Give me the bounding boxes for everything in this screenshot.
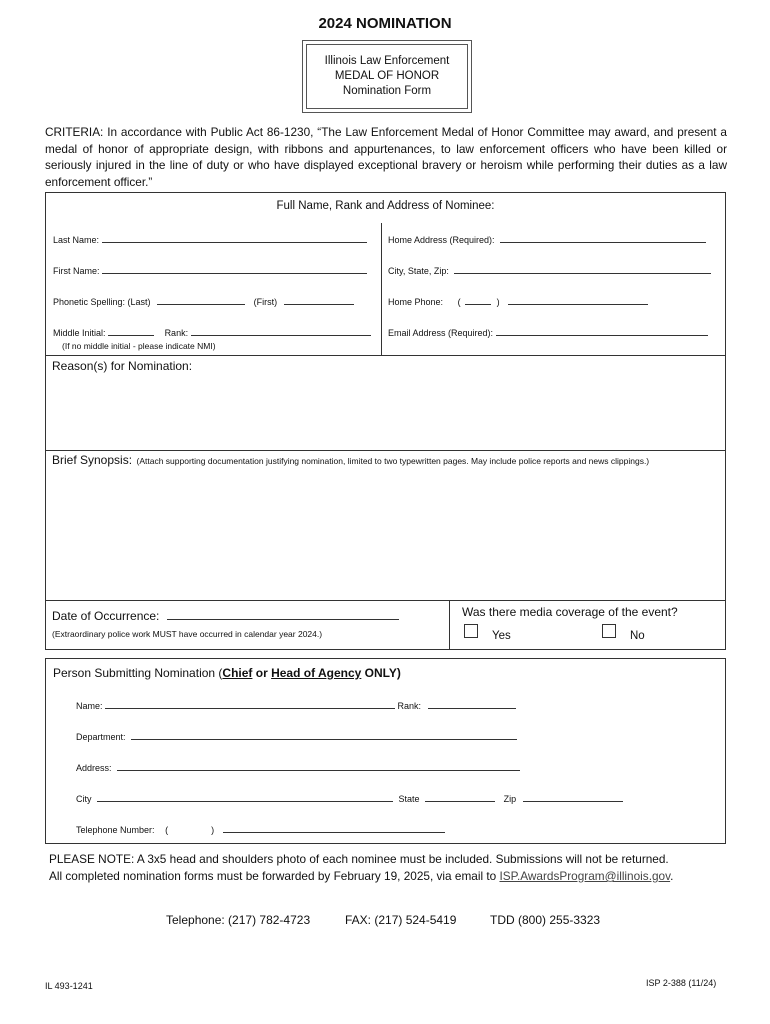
middle-rank-row bbox=[53, 326, 371, 338]
last-name-label: Last Name: bbox=[53, 235, 100, 245]
email-row bbox=[388, 326, 708, 338]
please-note-line1: PLEASE NOTE: A 3x5 head and shoulders photo of each nominee must be included. Submissions will not be returned. bbox=[49, 852, 669, 866]
submitter-department-row bbox=[76, 730, 517, 742]
media-no-checkbox[interactable] bbox=[602, 624, 616, 638]
email-field[interactable] bbox=[496, 326, 708, 336]
first-name-row bbox=[53, 264, 367, 276]
media-question: Was there media coverage of the event? bbox=[462, 605, 678, 619]
submitter-heading-or: or bbox=[252, 666, 272, 680]
home-phone-number-field[interactable] bbox=[508, 295, 648, 305]
occurrence-section bbox=[45, 600, 726, 650]
submitter-name-row bbox=[76, 699, 516, 711]
submitter-telephone-label: Telephone Number: bbox=[76, 825, 155, 835]
middle-initial-label: Middle Initial: bbox=[53, 328, 106, 338]
submitter-telephone-row bbox=[76, 823, 445, 835]
submitter-heading-agency: Head of Agency bbox=[271, 666, 362, 680]
contact-telephone: Telephone: (217) 782-4723 bbox=[166, 913, 311, 927]
title-box-line3: Nomination Form bbox=[342, 85, 432, 97]
home-phone-paren-close: ) bbox=[496, 297, 500, 307]
submitter-city-label: City bbox=[76, 794, 92, 804]
first-name-field[interactable] bbox=[102, 264, 367, 274]
city-state-zip-label: City, State, Zip: bbox=[388, 266, 449, 276]
submitter-department-field[interactable] bbox=[131, 730, 517, 740]
email-label: Email Address (Required): bbox=[388, 328, 494, 338]
occurrence-date-field[interactable] bbox=[167, 608, 399, 620]
occurrence-row bbox=[52, 608, 399, 623]
last-name-row bbox=[53, 233, 367, 245]
title-box-line2: MEDAL OF HONOR bbox=[334, 70, 440, 82]
last-name-field[interactable] bbox=[102, 233, 367, 243]
synopsis-note: (Attach supporting documentation justifying nomination, limited to two typewritten pages. May include police reports and news clippings.) bbox=[136, 456, 650, 466]
synopsis-section[interactable] bbox=[45, 450, 726, 601]
submitter-tel-number-field[interactable] bbox=[223, 823, 445, 833]
reasons-label: Reason(s) for Nomination: bbox=[52, 359, 193, 373]
phonetic-row bbox=[53, 295, 354, 307]
form-title: 2024 NOMINATION bbox=[318, 15, 452, 32]
submitter-heading-pre: Person Submitting Nomination ( bbox=[53, 666, 223, 680]
submitter-heading-chief: Chief bbox=[222, 666, 253, 680]
please-note-line2-text: All completed nomination forms must be forwarded by February 19, 2025, via email to bbox=[49, 869, 500, 883]
submitter-heading-post: ONLY) bbox=[361, 666, 401, 680]
contact-fax: FAX: (217) 524-5419 bbox=[345, 913, 457, 927]
occurrence-label: Date of Occurrence: bbox=[52, 609, 160, 623]
awards-email-link[interactable]: ISP.AwardsProgram@illinois.gov bbox=[499, 869, 671, 883]
nominee-heading: Full Name, Rank and Address of Nominee: bbox=[276, 200, 495, 212]
home-phone-row bbox=[388, 295, 648, 307]
title-box-line1: Illinois Law Enforcement bbox=[324, 55, 450, 67]
footer-isp-code: ISP 2-388 (11/24) bbox=[646, 978, 717, 988]
submitter-address-label: Address: bbox=[76, 763, 112, 773]
contact-tdd: TDD (800) 255-3323 bbox=[490, 913, 601, 927]
occurrence-divider bbox=[449, 601, 450, 649]
phonetic-first-label: (First) bbox=[253, 297, 278, 307]
please-note bbox=[49, 851, 673, 885]
media-yes-checkbox[interactable] bbox=[464, 624, 478, 638]
please-note-line2-end: . bbox=[670, 869, 674, 883]
submitter-state-field[interactable] bbox=[425, 792, 495, 802]
middle-initial-field[interactable] bbox=[108, 326, 154, 336]
rank-label: Rank: bbox=[164, 328, 189, 338]
reasons-section[interactable] bbox=[45, 355, 726, 451]
title-box bbox=[302, 40, 472, 113]
first-name-label: First Name: bbox=[53, 266, 100, 276]
synopsis-label: Brief Synopsis: bbox=[52, 453, 133, 467]
city-state-zip-field[interactable] bbox=[454, 264, 711, 274]
home-phone-area-field[interactable] bbox=[465, 295, 491, 305]
phonetic-last-field[interactable] bbox=[157, 295, 245, 305]
submitter-name-field[interactable] bbox=[105, 699, 395, 709]
phonetic-first-field[interactable] bbox=[284, 295, 354, 305]
home-phone-label: Home Phone: bbox=[388, 297, 444, 307]
home-address-label: Home Address (Required): bbox=[388, 235, 495, 245]
submitter-name-label: Name: bbox=[76, 701, 103, 711]
home-phone-paren-open: ( bbox=[457, 297, 461, 307]
home-address-field[interactable] bbox=[500, 233, 706, 243]
submitter-department-label: Department: bbox=[76, 732, 126, 742]
submitter-address-field[interactable] bbox=[117, 761, 520, 771]
column-divider bbox=[381, 223, 382, 355]
media-no-label: No bbox=[630, 630, 645, 642]
phonetic-last-label: Phonetic Spelling: (Last) bbox=[53, 297, 151, 307]
submitter-rank-field[interactable] bbox=[428, 699, 516, 709]
submitter-city-row bbox=[76, 792, 623, 804]
submitter-city-field[interactable] bbox=[97, 792, 393, 802]
criteria-text: CRITERIA: In accordance with Public Act 86-1230, “The Law Enforcement Medal of Honor Committee may award, and present a medal of honor of appropriate design, with ribbons and appurtenances, to law enforcement officers who have been killed or seriously injured in the line of duty or who have displayed exceptional bravery or heroism while performing their duties as a law enforcement officer.” bbox=[45, 125, 727, 189]
submitter-heading bbox=[53, 666, 401, 680]
home-address-row bbox=[388, 233, 706, 245]
city-state-zip-row bbox=[388, 264, 711, 276]
footer-form-id: IL 493-1241 bbox=[45, 981, 93, 991]
submitter-tel-paren-open: ( bbox=[165, 825, 169, 835]
nominee-section bbox=[45, 192, 726, 356]
nmi-note: (If no middle initial - please indicate NMI) bbox=[62, 341, 216, 351]
synopsis-text bbox=[52, 454, 712, 467]
submitter-zip-field[interactable] bbox=[523, 792, 623, 802]
submitter-rank-label: Rank: bbox=[397, 701, 422, 711]
submitter-zip-label: Zip bbox=[503, 794, 517, 804]
submitter-address-row bbox=[76, 761, 520, 773]
please-note-line2 bbox=[49, 868, 673, 885]
submitter-state-label: State bbox=[398, 794, 420, 804]
media-yes-label: Yes bbox=[492, 630, 511, 642]
title-box-inner bbox=[306, 44, 468, 109]
occurrence-note: (Extraordinary police work MUST have occurred in calendar year 2024.) bbox=[52, 629, 323, 639]
submitter-section bbox=[45, 658, 726, 844]
rank-field[interactable] bbox=[191, 326, 371, 336]
submitter-tel-paren-close: ) bbox=[211, 825, 215, 835]
